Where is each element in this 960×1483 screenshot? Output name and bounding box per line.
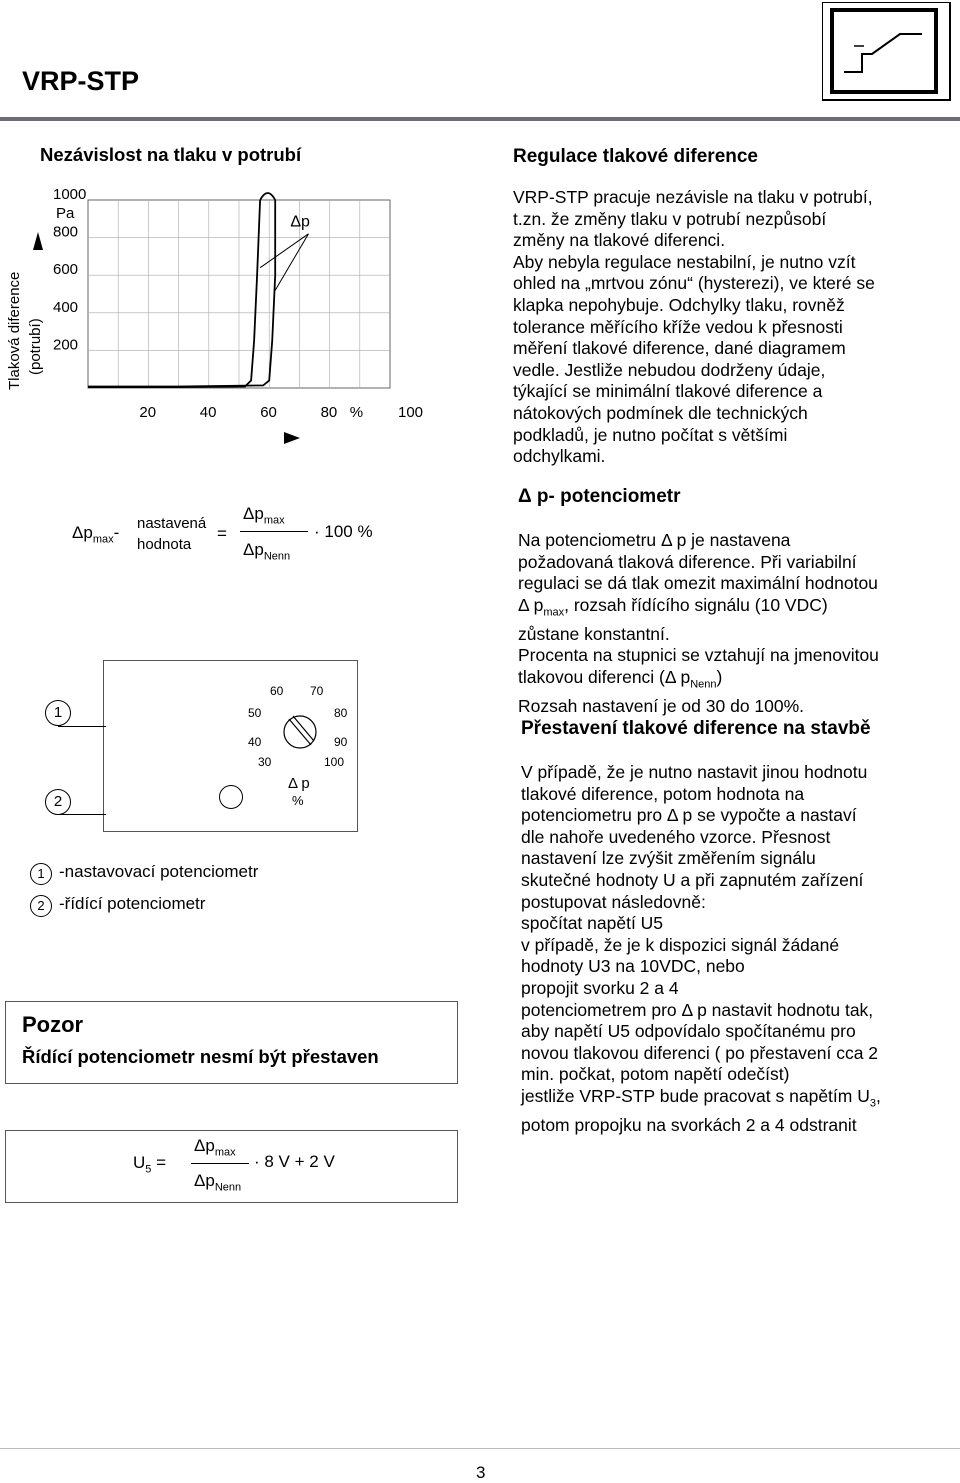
y-unit-label: Pa [56,205,75,222]
formula1-lhs-sub: max [92,533,114,546]
formula1-lhs-text-1: nastavená [137,515,207,532]
formula1-fraction-line [240,531,308,532]
section1-line: změny na tlakové diferenci. [513,230,726,251]
formula1-numerator [243,504,285,526]
y-tick-label: 600 [53,261,79,279]
formula1-equals: = [217,524,227,543]
curve-cap [260,193,275,200]
curve-line [88,200,260,387]
section3-line: potom propojku na svorkách 2 a 4 odstranit [521,1115,857,1135]
section3-line: novou tlakovou diferenci ( po přestavení cca 2 [521,1042,879,1063]
section2-line: požadovaná tlaková diference. Při variabilní [518,551,857,572]
x-tick-label: 60 [260,404,277,421]
section2-line: Procenta na stupnici se vztahují na jmenovitou [518,645,879,666]
formula2-lhs-symbol: U [133,1153,146,1172]
x-tick-label: 100 [398,404,424,421]
section2-line4-a: Δ p [518,594,544,615]
section3-body [521,762,951,1137]
section3-last-sub: 3 [869,1097,876,1110]
dial-tick-label: 30 [258,755,272,769]
section1-line: odchylkami. [513,446,606,467]
y-tick-label: 400 [53,298,79,316]
dial-tick-label: 60 [270,684,284,698]
section2-line7-a: tlakovou diferenci (Δ p [518,667,691,688]
footer-rule [0,1448,960,1449]
section1-line: nátokových podmínek dle technických [513,402,808,423]
dial-tick-label: 70 [310,684,324,698]
dial-tick-label: 100 [324,755,345,769]
formula2-equals: = [156,1153,167,1172]
curve-leader [275,234,308,290]
logo-icon [822,2,952,102]
chart-grid [88,200,390,388]
leader-line-2 [58,814,106,815]
section2-line: zůstane konstantní. [518,623,670,644]
section3-last-a: jestliže VRP-STP bude pracovat s napětím U [521,1085,870,1106]
section3-line: aby napětí U5 odpovídalo spočítanému pro [521,1021,856,1042]
section2-line4-b: , rozsah řídícího signálu (10 VDC) [564,594,828,615]
section1-line: VRP-STP pracuje nezávisle na tlaku v potrubí, [513,187,873,207]
section3-last-b: , [876,1085,881,1106]
legend-2-text: -řídící potenciometr [59,894,206,913]
section3-line: potenciometrem pro Δ p nastavit hodnotu tak, [521,999,874,1020]
section3-line: v případě, že je k dispozici signál žádané [521,934,840,955]
chart-heading: Nezávislost na tlaku v potrubí [40,144,302,165]
curve-leader [260,234,308,268]
formula1-num-symbol: Δp [243,504,264,523]
formula1-num-sub: max [263,514,285,527]
section1-line: podkladů, je nutno počítat s většími [513,424,788,445]
section3-line: nastavení lze zvýšit změřením signálu [521,848,816,869]
formula2-denominator [194,1171,241,1193]
section1-line: měření tlakové diference, dané diagramem [513,338,846,359]
dial-tick-label: 90 [334,735,348,749]
section2-line4-sub: max [543,606,565,619]
section3-title: Přestavení tlakové diference na stavbě [521,718,871,739]
dial-unit: % [292,793,304,808]
curve-line [88,200,275,387]
y-axis-label: Tlaková diference [6,271,23,390]
chart-curves [88,193,308,387]
formula2-lhs-sub: 5 [145,1163,152,1176]
section1-line: ohled na „mrtvou zónu“ (hysterezi), ve které se [513,273,875,294]
section3-line: dle nahoře uvedeného vzorce. Přesnost [521,826,831,847]
x-arrow-icon [284,432,300,444]
formula1-lhs-symbol: Δp [72,523,93,542]
dial-tick-label: 50 [248,706,262,720]
x-tick-label: 20 [139,404,157,421]
dial-pointer [289,719,311,745]
section3-lines [521,762,951,1086]
section3-line: V případě, že je nutno nastavit jinou hodnotu [521,762,868,782]
header-rule [0,117,960,121]
section1-line: týkající se minimální tlakové diference a [513,381,823,402]
section1-line: vedle. Jestliže nebudou dodrženy údaje, [513,359,826,380]
dial-tick-label: 80 [334,706,348,720]
y-arrow-icon [33,232,43,250]
legend-1-number: 1 [30,863,52,885]
section2-line: regulaci se dá tlak omezit maximální hodnotou [518,573,878,594]
page-title: VRP-STP [22,66,140,96]
warning-title: Pozor [22,1012,84,1037]
formula2-num-sub: max [214,1146,236,1159]
formula2-den-sub: Nenn [214,1181,242,1194]
marker-1: 1 [45,700,71,726]
section1-line: klapka nepohybuje. Odchylky tlaku, rovněž [513,294,845,315]
section2-line: Rozsah nastavení je od 30 do 100%. [518,696,805,717]
formula2-den-symbol: Δp [194,1171,215,1190]
formula1-factor: · 100 % [314,522,373,541]
section2-line [518,667,958,696]
section3-line: potenciometru pro Δ p se vypočte a nastaví [521,805,857,826]
formula1-lhs-text [137,513,206,555]
section3-line [521,1086,951,1115]
section3-line: tlakové diference, potom hodnota na [521,783,805,804]
formula2-lhs [133,1153,166,1175]
x-unit-label: % [349,404,364,421]
formula1-denominator [243,540,290,562]
section1-title: Regulace tlakové diference [513,146,758,167]
section2-line7-b: ) [716,667,723,688]
legend-1-text: -nastavovací potenciometr [59,862,259,881]
section3-line: min. počkat, potom napětí odečíst) [521,1064,790,1085]
dial-label: Δ p [288,775,310,792]
formula1-den-sub: Nenn [263,550,291,563]
dial-tick-label: 40 [248,735,262,749]
y-axis-label-2: (potrubí) [27,318,44,375]
page-number: 3 [476,1463,486,1482]
warning-text: Řídící potenciometr nesmí být přestaven [22,1046,379,1067]
formula1-lhs [72,523,119,545]
x-tick-label: 80 [320,404,338,421]
marker-2: 2 [45,789,71,815]
formula2-fraction-line [191,1163,249,1164]
y-tick-label: 800 [53,223,79,241]
section3-line: propojit svorku 2 a 4 [521,977,679,998]
formula1-lhs-dash: - [113,523,120,542]
section2-line7-sub: Nenn [690,678,717,691]
formula2-rhs: · 8 V + 2 V [254,1152,335,1171]
legend-2-number: 2 [30,895,52,917]
section1-line: Aby nebyla regulace nestabilní, je nutno vzít [513,251,856,272]
formula2-numerator [194,1136,236,1158]
pressure-chart [0,180,440,460]
setting-potentiometer-dial[interactable] [230,680,360,810]
section1-line: t.zn. že změny tlaku v potrubí nezpůsobí [513,208,827,229]
formula1-den-symbol: Δp [243,540,264,559]
section3-line: skutečné hodnoty U a při zapnutém zařízení [521,869,864,890]
y-tick-label: 200 [53,336,79,354]
formula2-num-symbol: Δp [194,1136,215,1155]
section2-body [518,530,958,718]
formula1-lhs-text-2: hodnota [137,536,192,553]
curve-label: Δp [290,213,310,231]
section3-line: postupovat následovně: [521,891,706,912]
section2-line: Na potenciometru Δ p je nastavena [518,530,791,550]
section3-line: spočítat napětí U5 [521,913,664,934]
section2-line [518,595,958,624]
section1-body [513,187,953,468]
section2-title: Δ p- potenciometr [518,486,681,507]
y-tick-label: 1000 [53,186,87,203]
section3-line: hodnoty U3 na 10VDC, nebo [521,956,745,977]
leader-line-1 [58,726,106,727]
x-tick-label: 40 [199,404,217,421]
section1-line: tolerance měřícího kříže vedou k přesnosti [513,316,843,337]
